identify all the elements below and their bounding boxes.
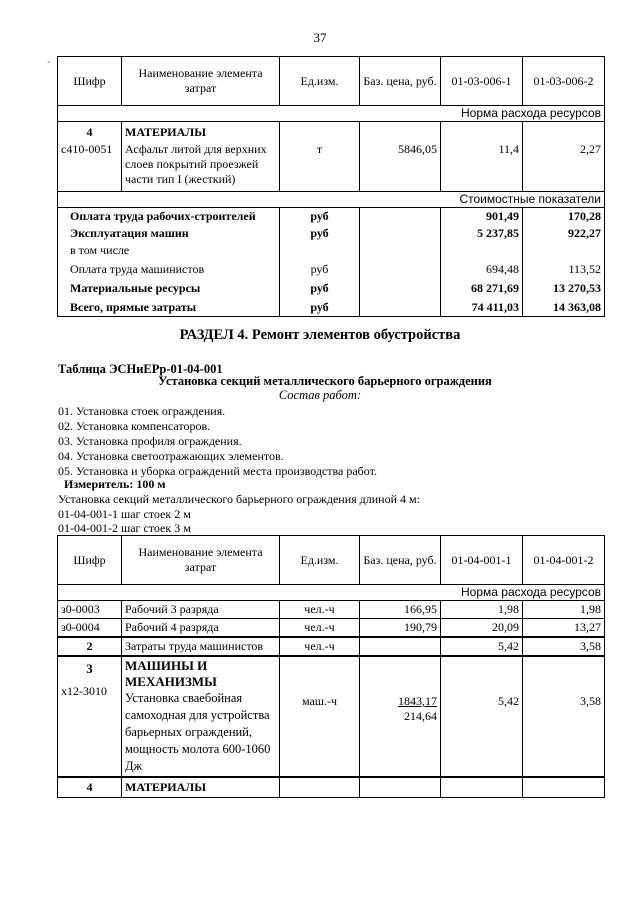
norm-row: [58, 106, 605, 122]
work-item: 04. Установка светоотражающих элементов.: [58, 449, 284, 463]
worker-price: 166,95: [360, 601, 441, 619]
empty-cell: [441, 122, 523, 142]
item-value-1: 11,4: [441, 141, 523, 192]
summary-value-1: 901,49: [441, 208, 523, 226]
variant: 01-04-001-1 шаг стоек 2 м: [58, 507, 191, 521]
summary-name: в том числе: [58, 242, 280, 259]
summary-name: Оплата труда машинистов: [58, 259, 280, 278]
worker-name: Рабочий 4 разряда: [122, 619, 280, 638]
header-col1: 01-03-006-1: [441, 57, 523, 106]
summary-value-1: 68 271,69: [441, 278, 523, 297]
worker-code: з0-0003: [58, 601, 122, 619]
item-value-2: 2,27: [523, 141, 605, 192]
summary-row: [58, 297, 605, 317]
summary-name: Материальные ресурсы: [58, 278, 280, 297]
header-unit: Ед.изм.: [280, 57, 360, 106]
group-number: 4: [58, 777, 122, 798]
header-col2: 01-03-006-2: [523, 57, 605, 106]
machine-code: х12-3010: [61, 684, 107, 698]
table-header-row: [58, 57, 605, 106]
header-name: Наименование элемента затрат: [122, 57, 280, 106]
table-title: Установка секций металлического барьерного ограждения: [158, 374, 492, 388]
worker-value-1: 20,09: [441, 619, 523, 638]
summary-value-2: 13 270,53: [523, 278, 605, 297]
machine-price-2: 214,64: [404, 709, 437, 723]
section-title: РАЗДЕЛ 4. Ремонт элементов обустройства: [179, 327, 461, 343]
empty-cell: [360, 777, 441, 798]
summary-value-2: 170,28: [523, 208, 605, 226]
work-item: 03. Установка профиля ограждения.: [58, 434, 242, 448]
empty-cell: [360, 242, 441, 259]
empty-cell: [360, 637, 441, 656]
empty-cell: [360, 297, 441, 317]
summary-name: Всего, прямые затраты: [58, 297, 280, 317]
summary-row: [58, 259, 605, 278]
work-item: 05. Установка и уборка ограждений места производства работ.: [58, 464, 377, 478]
item-unit: т: [280, 141, 360, 192]
machine-price-cell: [360, 656, 441, 777]
machine-row: [58, 656, 605, 777]
group-number: 3: [86, 661, 93, 676]
empty-cell: [360, 278, 441, 297]
labor-number: 2: [58, 637, 122, 656]
item-code: с410-0051: [58, 141, 122, 192]
header-name: Наименование элемента затрат: [122, 536, 280, 585]
labor-name: Затраты труда машинистов: [122, 637, 280, 656]
machine-name-cell: [122, 656, 280, 777]
materials-group-row: [58, 122, 605, 142]
worker-price: 190,79: [360, 619, 441, 638]
table-id: Таблица ЭСНиЕРр-01-04-001: [58, 362, 223, 376]
worker-row: [58, 601, 605, 619]
material-item-row: [58, 141, 605, 192]
machine-name: Установка сваебойная самоходная для устройства барьерных ограждений, мощность молота 600-1060 Дж: [125, 691, 271, 773]
group-title: МАТЕРИАЛЫ: [122, 777, 280, 798]
machine-value-1: 5,42: [441, 656, 523, 777]
empty-cell: [441, 777, 523, 798]
resource-table-1: [57, 56, 605, 317]
empty-cell: [360, 259, 441, 278]
summary-value-1: 694,48: [441, 259, 523, 278]
worker-value-2: 1,98: [523, 601, 605, 619]
summary-unit: руб: [280, 259, 360, 278]
summary-unit: руб: [280, 278, 360, 297]
work-item: 02. Установка компенсаторов.: [58, 419, 211, 433]
summary-value-1: 74 411,03: [441, 297, 523, 317]
summary-name: Оплата труда рабочих-строителей: [58, 208, 280, 226]
labor-unit: чел.-ч: [280, 637, 360, 656]
page-number: 37: [313, 30, 327, 45]
norm-label: Норма расхода ресурсов: [58, 585, 605, 601]
header-col2: 01-04-001-2: [523, 536, 605, 585]
summary-row: [58, 278, 605, 297]
summary-unit: руб: [280, 208, 360, 226]
header-price: Баз. цена, руб.: [360, 57, 441, 106]
empty-cell: [280, 777, 360, 798]
summary-value-2: 14 363,08: [523, 297, 605, 317]
worker-value-2: 13,27: [523, 619, 605, 638]
summary-unit: [280, 242, 360, 259]
worker-name: Рабочий 3 разряда: [122, 601, 280, 619]
summary-value-2: 113,52: [523, 259, 605, 278]
labor-row: [58, 637, 605, 656]
summary-unit: руб: [280, 225, 360, 242]
summary-value-2: [523, 242, 605, 259]
meter: Измеритель: 100 м: [64, 477, 166, 491]
cost-row: [58, 192, 605, 208]
materials-group-row: [58, 777, 605, 798]
machine-value-2: 3,58: [523, 656, 605, 777]
summary-value-1: [441, 242, 523, 259]
header-code: Шифр: [58, 57, 122, 106]
summary-value-1: 5 237,85: [441, 225, 523, 242]
empty-cell: [280, 122, 360, 142]
worker-unit: чел.-ч: [280, 601, 360, 619]
worker-row: [58, 619, 605, 638]
labor-value-1: 5,42: [441, 637, 523, 656]
header-unit: Ед.изм.: [280, 536, 360, 585]
norm-label: Норма расхода ресурсов: [58, 106, 605, 122]
spacer: [61, 676, 118, 684]
cost-label: Стоимостные показатели: [58, 192, 605, 208]
norm-row: [58, 585, 605, 601]
summary-value-2: 922,27: [523, 225, 605, 242]
empty-cell: [360, 208, 441, 226]
group-title: МАТЕРИАЛЫ: [122, 122, 280, 142]
machine-unit: маш.-ч: [280, 656, 360, 777]
item-name: Асфальт литой для верхних слоев покрытий проезжей части тип I (жесткий): [122, 141, 280, 192]
empty-cell: [360, 225, 441, 242]
worker-unit: чел.-ч: [280, 619, 360, 638]
empty-cell: [360, 122, 441, 142]
group-number: 4: [58, 122, 122, 142]
summary-row: [58, 225, 605, 242]
summary-row: [58, 208, 605, 226]
empty-cell: [523, 122, 605, 142]
machine-code-cell: [58, 656, 122, 777]
variant: 01-04-001-2 шаг стоек 3 м: [58, 521, 191, 535]
empty-cell: [523, 777, 605, 798]
item-price: 5846,05: [360, 141, 441, 192]
worker-code: з0-0004: [58, 619, 122, 638]
summary-name: Эксплуатация машин: [58, 225, 280, 242]
worker-value-1: 1,98: [441, 601, 523, 619]
resource-table-2: [57, 535, 605, 798]
header-price: Баз. цена, руб.: [360, 536, 441, 585]
summary-unit: руб: [280, 297, 360, 317]
machine-price-1: 1843,17: [398, 694, 437, 708]
header-col1: 01-04-001-1: [441, 536, 523, 585]
table-header-row: [58, 536, 605, 585]
description: Установка секций металлического барьерного ограждения длиной 4 м:: [58, 492, 420, 506]
summary-row: [58, 242, 605, 259]
header-code: Шифр: [58, 536, 122, 585]
scan-mark: ´: [47, 60, 50, 70]
group-title: МАШИНЫ И МЕХАНИЗМЫ: [125, 658, 217, 689]
work-item: 01. Установка стоек ограждения.: [58, 404, 226, 418]
works-title: Состав работ:: [278, 388, 362, 402]
labor-value-2: 3,58: [523, 637, 605, 656]
